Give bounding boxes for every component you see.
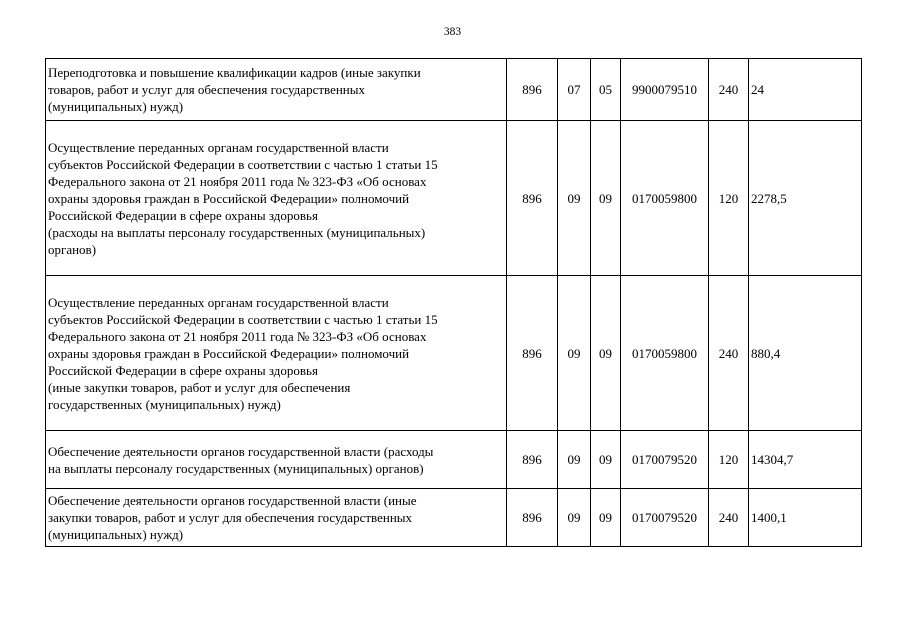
ministry-code-cell: 896 — [507, 489, 558, 547]
description-cell: Осуществление переданных органам государственной власти субъектов Российской Федерации в соответствии с частью 1 статьи 15 Федерального закона от 21 ноября 2011 года № 323-ФЗ «Об основах охраны здоровья граждан в Российской Федерации» полномочий Российской Федерации в сфере охраны здоровья (иные закупки товаров, работ и услуг для обеспечения государственных (муниципальных) нужд) — [46, 276, 507, 431]
description-cell: Обеспечение деятельности органов государственной власти (расходы на выплаты персоналу государственных (муниципальных) органов) — [46, 431, 507, 489]
amount-cell: 1400,1 — [749, 489, 862, 547]
expense-type-cell: 240 — [709, 489, 749, 547]
ministry-code-cell: 896 — [507, 276, 558, 431]
section-code-cell: 07 — [558, 59, 591, 121]
amount-cell: 880,4 — [749, 276, 862, 431]
amount-cell: 14304,7 — [749, 431, 862, 489]
table-row — [46, 121, 862, 276]
target-item-cell: 0170079520 — [621, 489, 709, 547]
expense-type-cell: 240 — [709, 59, 749, 121]
page-number: 383 — [443, 26, 462, 38]
subsection-code-cell: 09 — [591, 489, 621, 547]
subsection-code-cell: 09 — [591, 276, 621, 431]
subsection-code-cell: 09 — [591, 431, 621, 489]
expense-type-cell: 120 — [709, 121, 749, 276]
target-item-cell: 9900079510 — [621, 59, 709, 121]
budget-table — [45, 58, 862, 547]
target-item-cell: 0170079520 — [621, 431, 709, 489]
section-code-cell: 09 — [558, 121, 591, 276]
table-row — [46, 431, 862, 489]
expense-type-cell: 240 — [709, 276, 749, 431]
table-row — [46, 489, 862, 547]
amount-cell: 24 — [749, 59, 862, 121]
table-row — [46, 276, 862, 431]
section-code-cell: 09 — [558, 276, 591, 431]
ministry-code-cell: 896 — [507, 121, 558, 276]
table-row — [46, 59, 862, 121]
description-cell: Обеспечение деятельности органов государственной власти (иные закупки товаров, работ и услуг для обеспечения государственных (муниципальных) нужд) — [46, 489, 507, 547]
ministry-code-cell: 896 — [507, 431, 558, 489]
target-item-cell: 0170059800 — [621, 276, 709, 431]
expense-type-cell: 120 — [709, 431, 749, 489]
target-item-cell: 0170059800 — [621, 121, 709, 276]
subsection-code-cell: 05 — [591, 59, 621, 121]
subsection-code-cell: 09 — [591, 121, 621, 276]
amount-cell: 2278,5 — [749, 121, 862, 276]
description-cell: Осуществление переданных органам государственной власти субъектов Российской Федерации в соответствии с частью 1 статьи 15 Федерального закона от 21 ноября 2011 года № 323-ФЗ «Об основах охраны здоровья граждан в Российской Федерации» полномочий Российской Федерации в сфере охраны здоровья (расходы на выплаты персоналу государственных (муниципальных) органов) — [46, 121, 507, 276]
ministry-code-cell: 896 — [507, 59, 558, 121]
section-code-cell: 09 — [558, 431, 591, 489]
description-cell: Переподготовка и повышение квалификации кадров (иные закупки товаров, работ и услуг для обеспечения государственных (муниципальных) нужд) — [46, 59, 507, 121]
section-code-cell: 09 — [558, 489, 591, 547]
